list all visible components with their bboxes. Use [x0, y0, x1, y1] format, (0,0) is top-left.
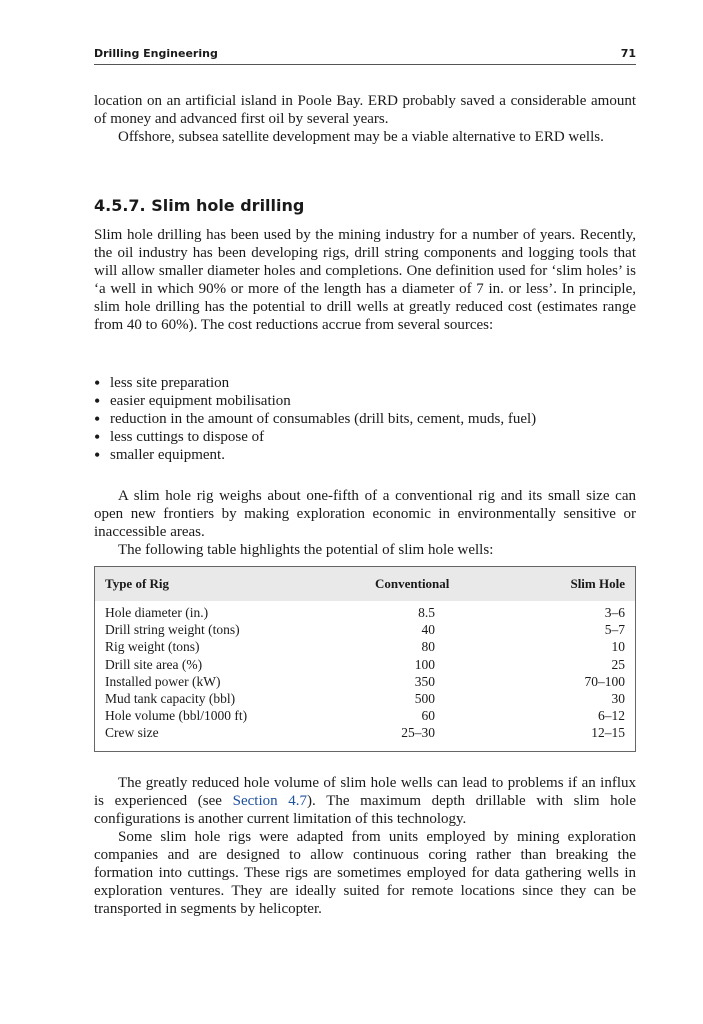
paragraph-6-text-end: ). The maximum depth drillable with slim hole configurations is another current limitation of this technology. [94, 793, 637, 827]
row-label: Drill string weight (tons) [105, 622, 240, 638]
slim-hole-table [94, 566, 636, 752]
slim-hole-value: 3–6 [604, 605, 625, 620]
row-label: Drill site area (%) [105, 656, 203, 672]
paragraph-2: Offshore, subsea satellite development may be a viable alternative to ERD wells. [118, 129, 604, 145]
conventional-value: 100 [414, 656, 435, 672]
header-slim-hole: Slim Hole [570, 576, 625, 591]
row-label: Installed power (kW) [105, 673, 221, 689]
conventional-value: 60 [421, 708, 435, 724]
table-row [95, 605, 635, 622]
slim-hole-value: 6–12 [598, 708, 625, 724]
list-item: • reduction in the amount of consumables (drill bits, cement, muds, fuel) [94, 410, 636, 428]
table-row [95, 622, 635, 639]
slim-hole-value: 12–15 [591, 725, 625, 741]
header-type-of-rig: Type of Rig [105, 576, 170, 591]
page-number: 71 [620, 47, 636, 60]
slim-hole-intro [94, 226, 636, 334]
paragraph-6-text: The greatly reduced hole volume of slim hole wells can lead to problems if an influx is experienced (see [94, 775, 636, 809]
table-row [95, 725, 635, 742]
paragraph-5: The following table highlights the potential of slim hole wells: [118, 542, 494, 558]
table-header [95, 567, 635, 601]
section-heading: 4.5.7. Slim hole drilling [94, 196, 305, 215]
list-item: • smaller equipment. [94, 446, 636, 464]
row-label: Hole diameter (in.) [105, 605, 209, 620]
slim-hole-value: 30 [611, 690, 625, 706]
conventional-value: 350 [414, 673, 435, 689]
running-title: Drilling Engineering [94, 47, 218, 60]
list-item: • less cuttings to dispose of [94, 428, 636, 446]
conventional-value: 500 [414, 690, 435, 706]
paragraph-6 [94, 774, 636, 828]
row-label: Hole volume (bbl/1000 ft) [105, 708, 248, 724]
paragraph-1: location on an artificial island in Poole Bay. ERD probably saved a considerable amount of money and advanced first oil by several years. [94, 93, 636, 127]
closing-paragraphs [94, 774, 636, 918]
row-label: Mud tank capacity (bbl) [105, 690, 236, 706]
conventional-value: 80 [421, 639, 435, 655]
slim-hole-value: 10 [611, 639, 625, 655]
table-row [95, 639, 635, 656]
row-label: Rig weight (tons) [105, 639, 200, 655]
table-row [95, 708, 635, 725]
slim-hole-value: 25 [611, 656, 625, 672]
header-conventional: Conventional [375, 576, 450, 591]
conventional-value: 8.5 [418, 605, 435, 620]
table-row [95, 691, 635, 708]
list-item: • less site preparation [94, 374, 636, 392]
bullet-list [94, 374, 636, 464]
conventional-value: 25–30 [401, 725, 435, 741]
rig-paragraphs [94, 487, 636, 559]
paragraph-3: Slim hole drilling has been used by the mining industry for a number of years. Recently, the oil industry has been developing rigs, drill string components and logging tools that will allow smaller diameter holes and completions. One definition used for ‘slim holes’ is ‘a well in which 90% or more of the length has a diameter of 7 in. or less’. In principle, slim hole drilling has the potential to drill wells at greatly reduced cost (estimates range from 40 to 60%). The cost reductions accrue from several sources: [94, 227, 636, 333]
table-row [95, 657, 635, 674]
slim-hole-value: 5–7 [604, 622, 625, 638]
row-label: Crew size [105, 725, 159, 741]
running-header [94, 46, 636, 65]
intro-block [94, 92, 636, 146]
table-body [95, 605, 635, 743]
list-item: • easier equipment mobilisation [94, 392, 636, 410]
slim-hole-value: 70–100 [584, 673, 625, 689]
section-4-7-link[interactable]: Section 4.7 [232, 793, 308, 809]
conventional-value: 40 [421, 622, 435, 638]
paragraph-7: Some slim hole rigs were adapted from units employed by mining exploration companies and are designed to allow continuous coring rather than breaking the formation into cuttings. These rigs are sometimes employed for data gathering wells in exploration ventures. They are ideally suited for remote locations since they can be transported in segments by helicopter. [94, 829, 636, 917]
paragraph-4: A slim hole rig weighs about one-fifth of a conventional rig and its small size can open new frontiers by making exploration economic in environmentally sensitive or inaccessible areas. [94, 488, 636, 540]
table-row [95, 674, 635, 691]
